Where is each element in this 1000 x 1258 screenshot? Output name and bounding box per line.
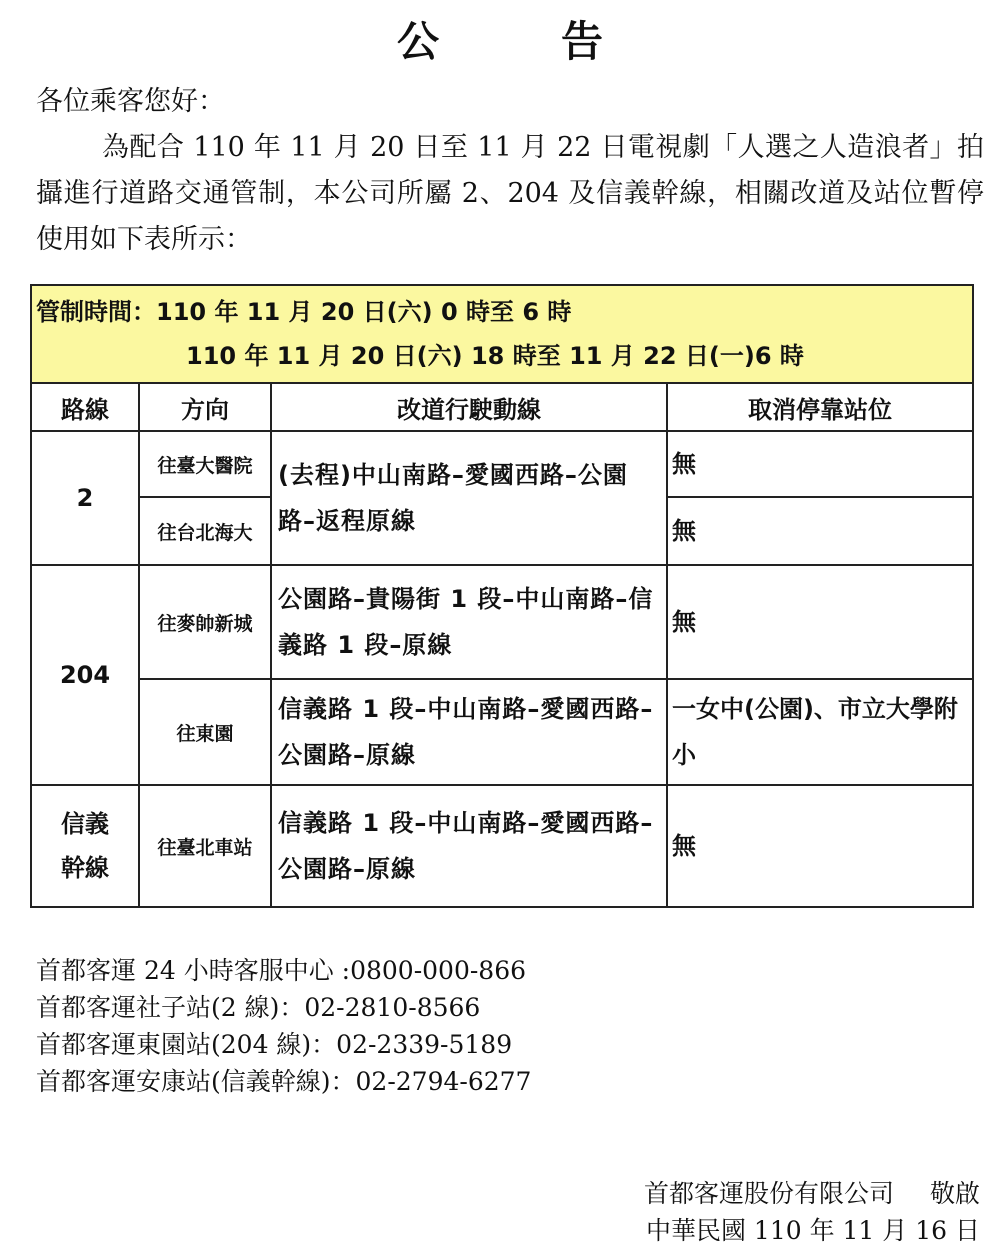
route-204-cancel-2: 一女中(公園)、市立大學附小 — [667, 679, 973, 785]
route-204-detour-1: 公園路–貴陽街 1 段–中山南路–信義路 1 段–原線 — [271, 565, 667, 679]
route-xinyi-direction: 往臺北車站 — [139, 785, 271, 907]
route-204-cancel-1: 無 — [667, 565, 973, 679]
contact-ankang-station: 首都客運安康站(信義幹線)：02-2794-6277 — [36, 1067, 532, 1096]
control-period-row — [31, 285, 973, 383]
notice-date: 中華民國 110 年 11 月 16 日 — [645, 1216, 980, 1245]
route-2-name: 2 — [31, 431, 139, 565]
intro-paragraph: 為配合 110 年 11 月 20 日至 11 月 22 日電視劇「人選之人造浪者」拍攝進行道路交通管制，本公司所屬 2、204 及信義幹線，相關改道及站位暫停使用如下表所示： — [36, 132, 984, 255]
period-label: 管制時間： — [36, 298, 156, 326]
route-204-direction-2: 往東園 — [139, 679, 271, 785]
contact-shezi-station: 首都客運社子站(2 線)：02-2810-8566 — [36, 993, 481, 1022]
route-2-cancel-1: 無 — [667, 431, 973, 497]
contact-list — [36, 952, 531, 1100]
table-row — [31, 565, 973, 679]
period-time-1: 110 年 11 月 20 日(六) 0 時至 6 時 — [156, 298, 572, 326]
greeting: 各位乘客您好： — [36, 86, 225, 117]
header-detour: 改道行駛動線 — [271, 383, 667, 431]
route-2-cancel-2: 無 — [667, 497, 973, 565]
company-signature — [644, 1175, 980, 1212]
route-xinyi-cancel: 無 — [667, 785, 973, 907]
signoff — [644, 1175, 980, 1249]
route-204-direction-1: 往麥帥新城 — [139, 565, 271, 679]
table-row — [31, 431, 973, 497]
route-xinyi-detour: 信義路 1 段–中山南路–愛國西路–公園路–原線 — [271, 785, 667, 907]
route-204-name: 204 — [31, 565, 139, 785]
detour-table — [30, 284, 974, 908]
route-xinyi-name — [31, 785, 139, 907]
route-2-direction-2: 往台北海大 — [139, 497, 271, 565]
route-2-detour: (去程)中山南路–愛國西路–公園路–返程原線 — [271, 431, 667, 565]
route-2-direction-1: 往臺大醫院 — [139, 431, 271, 497]
header-cancelled: 取消停靠站位 — [667, 383, 973, 431]
closing-word: 敬啟 — [929, 1179, 980, 1208]
period-line-1 — [36, 290, 972, 334]
table-header-row — [31, 383, 973, 431]
header-route: 路線 — [31, 383, 139, 431]
route-204-detour-2: 信義路 1 段–中山南路–愛國西路–公園路–原線 — [271, 679, 667, 785]
header-direction: 方向 — [139, 383, 271, 431]
page-title: 公 告 — [396, 17, 643, 66]
contact-hotline: 首都客運 24 小時客服中心 :0800-000-866 — [36, 956, 527, 985]
table-row — [31, 785, 973, 907]
route-xinyi-label: 信義幹線 — [61, 810, 109, 882]
company-name: 首都客運股份有限公司 — [643, 1179, 894, 1208]
contact-dongyuan-station: 首都客運東園站(204 線)：02-2339-5189 — [36, 1030, 513, 1059]
period-time-2: 110 年 11 月 20 日(六) 18 時至 11 月 22 日(一)6 時 — [186, 342, 804, 370]
table-row — [31, 679, 973, 785]
control-period — [31, 285, 973, 383]
